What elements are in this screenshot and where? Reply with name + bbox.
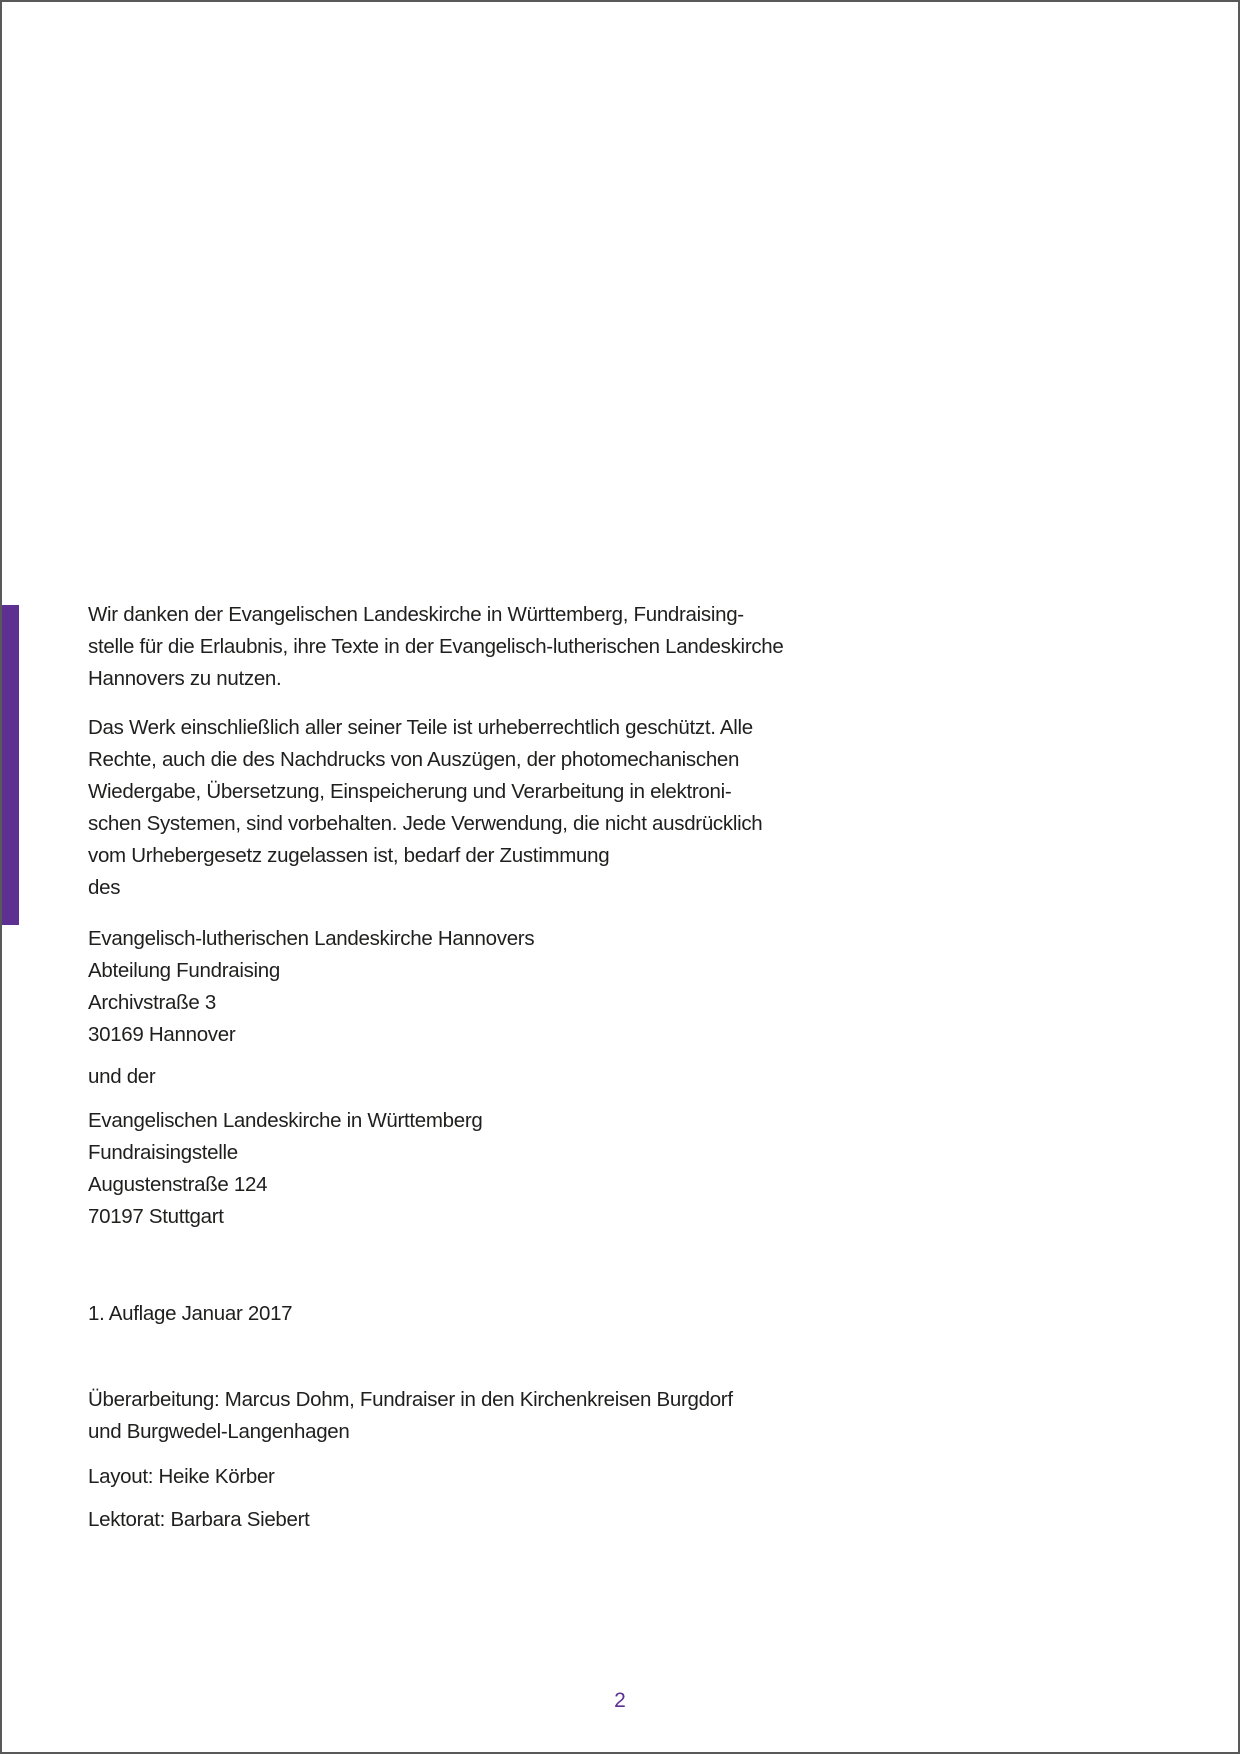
page-number: 2 [614,1689,626,1712]
copyright-notice-paragraph [88,712,1088,904]
address-line: Augustenstraße 124 [88,1173,268,1196]
text-line: Lektorat: Barbara Siebert [88,1508,310,1531]
text-line: Hannovers zu nutzen. [88,667,282,690]
layout-credit [88,1461,1088,1493]
connector-text [88,1061,1088,1093]
address-line: Archivstraße 3 [88,991,216,1014]
text-line: Layout: Heike Körber [88,1465,275,1488]
text-line: und der [88,1065,156,1088]
address-line: 30169 Hannover [88,1023,236,1046]
accent-bar [2,605,19,925]
revision-credit [88,1384,1088,1448]
address-line: Evangelisch-lutherischen Landeskirche Hannovers [88,927,535,950]
text-line: Wiedergabe, Übersetzung, Einspeicherung und Verarbeitung in elektroni- [88,780,732,803]
text-line: und Burgwedel-Langenhagen [88,1420,350,1443]
address-line: Evangelischen Landeskirche in Württemberg [88,1109,483,1132]
proofreading-credit [88,1504,1088,1536]
address-line: Fundraisingstelle [88,1141,238,1164]
edition-line [88,1298,1088,1330]
text-line: Überarbeitung: Marcus Dohm, Fundraiser in den Kirchenkreisen Burgdorf [88,1388,733,1411]
text-line: 1. Auflage Januar 2017 [88,1302,293,1325]
text-line: Wir danken der Evangelischen Landeskirche in Württemberg, Fundraising- [88,603,744,626]
text-line: Rechte, auch die des Nachdrucks von Auszügen, der photomechanischen [88,748,740,771]
page-footer [2,1689,1238,1713]
text-line: stelle für die Erlaubnis, ihre Texte in der Evangelisch-lutherischen Landeskirche [88,635,784,658]
acknowledgement-paragraph [88,599,1088,695]
hannover-address-block [88,923,1088,1051]
address-line: Abteilung Fundraising [88,959,280,982]
text-line: vom Urhebergesetz zugelassen ist, bedarf der Zustimmung [88,844,610,867]
text-line: des [88,876,121,899]
address-line: 70197 Stuttgart [88,1205,224,1228]
wuerttemberg-address-block [88,1105,1088,1233]
text-line: Das Werk einschließlich aller seiner Teile ist urheberrechtlich geschützt. Alle [88,716,753,739]
imprint-content [88,599,1088,1536]
text-line: schen Systemen, sind vorbehalten. Jede Verwendung, die nicht ausdrücklich [88,812,763,835]
